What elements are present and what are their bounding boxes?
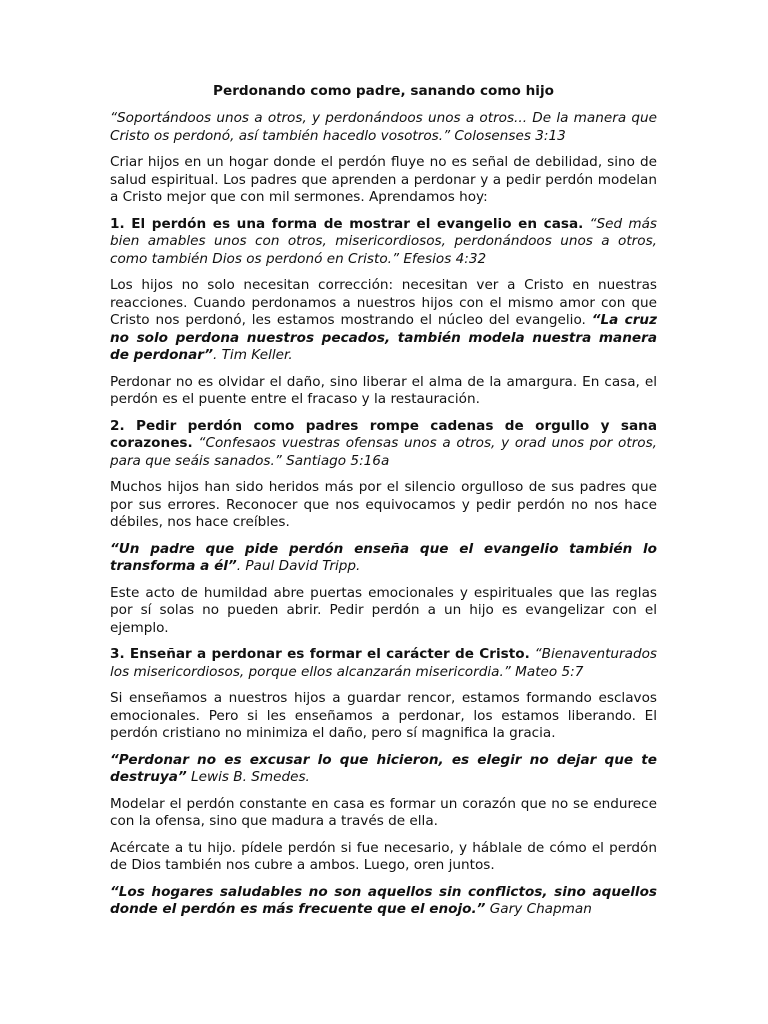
- paragraph-1b: Perdonar no es olvidar el daño, sino liberar el alma de la amargura. En casa, el perdón es el puente entre el fracaso y la restauración.: [110, 373, 657, 407]
- document-page: [110, 82, 657, 928]
- paragraph-3b: [110, 752, 657, 787]
- paragraph-1a: [110, 277, 657, 365]
- chapman-author: Gary Chapman: [485, 901, 592, 917]
- document-title: Perdonando como padre, sanando como hijo: [213, 83, 554, 99]
- closing-paragraph: [110, 884, 657, 919]
- keller-quote: “La cruz no solo perdona nuestros pecados, también modela nuestra manera de perdonar”: [110, 312, 657, 363]
- paragraph-1a-text: Los hijos no solo necesitan corrección: necesitan ver a Cristo en nuestras reacciones. Cuando perdonamos a nuestros hijos con el mismo amor con que Cristo nos perdonó, les estamos mostrando el núcleo del evangelio.: [110, 277, 657, 328]
- point-2-verse: “Confesaos vuestras ofensas unos a otros, y orad unos por otros, para que seáis sanados.” Santiago 5:16a: [110, 435, 657, 469]
- smedes-author: Lewis B. Smedes.: [186, 769, 310, 785]
- paragraph-2b: [110, 541, 657, 576]
- epigraph: “Soportándoos unos a otros, y perdonándoos unos a otros... De la manera que Cristo os perdonó, así también hacedlo vosotros.” Colosenses 3:13: [110, 110, 657, 144]
- point-1-verse: “Sed más bien amables unos con otros, misericordiosos, perdonándoos unos a otros, como también Dios os perdonó en Cristo.” Efesios 4:32: [110, 215, 658, 267]
- point-2-heading: 2. Pedir perdón como padres rompe cadenas de orgullo y sana corazones.: [110, 417, 657, 451]
- paragraph-2a: Muchos hijos han sido heridos más por el silencio orgulloso de sus padres que por sus errores. Reconocer que nos equivocamos y pedir perdón no nos hace débiles, nos hace creíbles.: [110, 479, 657, 530]
- keller-author: . Tim Keller.: [212, 347, 293, 363]
- point-2: [110, 418, 657, 471]
- point-3-verse: “Bienaventurados los misericordiosos, porque ellos alcanzarán misericordia.” Mateo 5:7: [110, 646, 657, 680]
- paragraph-2c: Este acto de humildad abre puertas emocionales y espirituales que las reglas por sí solas no pueden abrir. Pedir perdón a un hijo es evangelizar con el ejemplo.: [110, 584, 657, 636]
- paragraph-3d: Acércate a tu hijo. pídele perdón si fue necesario, y háblale de cómo el perdón de Dios también nos cubre a ambos. Luego, oren juntos.: [110, 839, 657, 873]
- tripp-author: . Paul David Tripp.: [236, 558, 361, 574]
- smedes-quote: “Perdonar no es excusar lo que hicieron, es elegir no dejar que te destruya”: [110, 751, 657, 785]
- intro-paragraph: Criar hijos en un hogar donde el perdón fluye no es señal de debilidad, sino de salud espiritual. Los padres que aprenden a perdonar y a pedir perdón modelan a Cristo mejor que con mil sermones. Aprendamos hoy:: [110, 154, 657, 205]
- tripp-quote: “Un padre que pide perdón enseña que el evangelio también lo transforma a él”: [110, 540, 657, 574]
- paragraph-3a: Si enseñamos a nuestros hijos a guardar rencor, estamos formando esclavos emocionales. Pero si les enseñamos a perdonar, los estamos liberando. El perdón cristiano no minimiza el daño, pero sí magnifica la gracia.: [110, 690, 657, 741]
- point-3: [110, 646, 657, 681]
- paragraph-3c: Modelar el perdón constante en casa es formar un corazón que no se endurece con la ofensa, sino que madura a través de ella.: [110, 795, 657, 829]
- point-1: [110, 216, 657, 269]
- chapman-quote: “Los hogares saludables no son aquellos sin conflictos, sino aquellos donde el perdón es más frecuente que el enojo.”: [110, 883, 657, 917]
- point-1-heading: 1. El perdón es una forma de mostrar el evangelio en casa.: [110, 215, 584, 232]
- point-3-heading: 3. Enseñar a perdonar es formar el carácter de Cristo.: [110, 646, 530, 662]
